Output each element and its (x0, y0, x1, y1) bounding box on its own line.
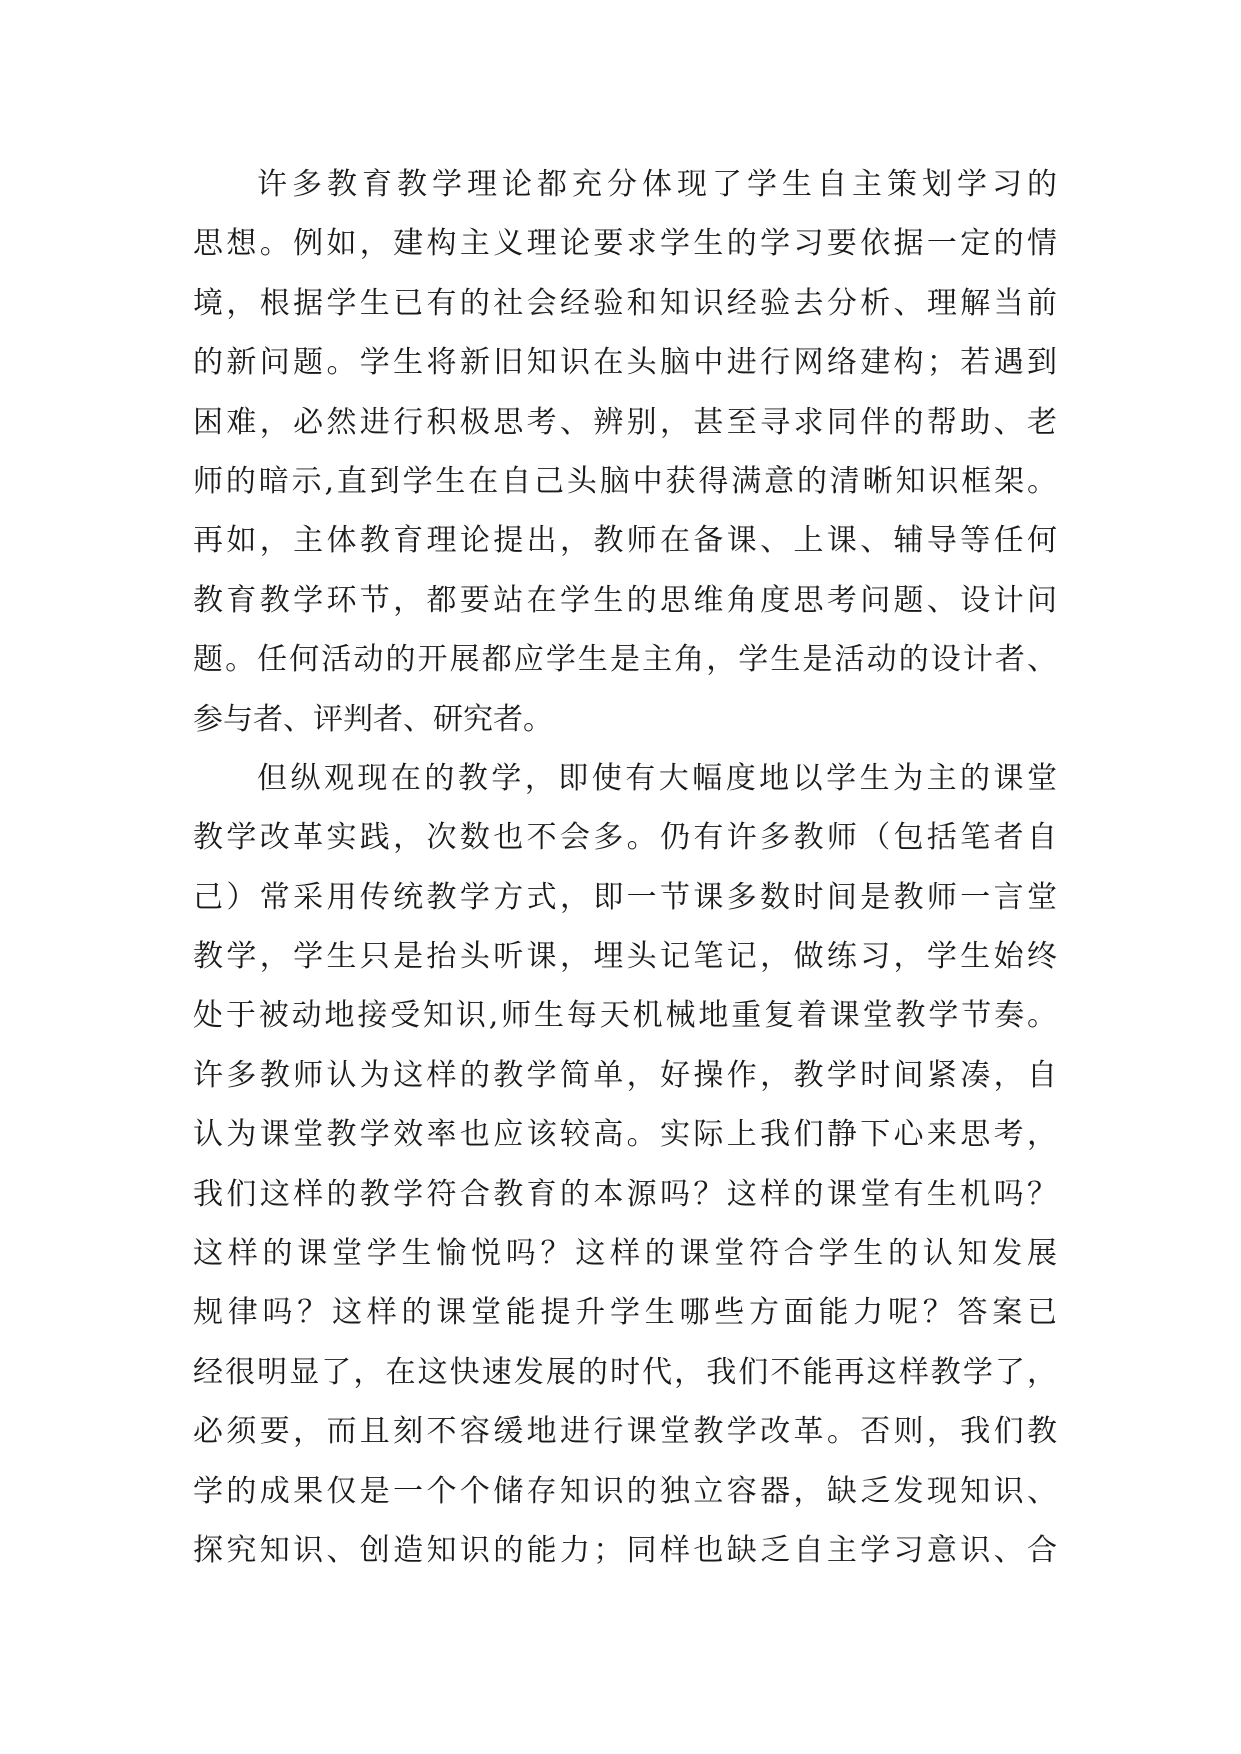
paragraph-line: 规律吗？这样的课堂能提升学生哪些方面能力呢？答案已 (193, 1295, 1057, 1331)
paragraph-2 (193, 749, 1057, 1580)
paragraph-1 (193, 155, 1057, 749)
paragraph-line: 这样的课堂学生愉悦吗？这样的课堂符合学生的认知发展 (193, 1236, 1057, 1272)
paragraph-line: 思想。例如，建构主义理论要求学生的学习要依据一定的情 (193, 226, 1057, 262)
paragraph-line: 己）常采用传统教学方式，即一节课多数时间是教师一言堂 (193, 879, 1057, 915)
paragraph-line: 教学改革实践，次数也不会多。仍有许多教师（包括笔者自 (193, 820, 1057, 856)
paragraph-line: 教育教学环节，都要站在学生的思维角度思考问题、设计问 (193, 582, 1057, 618)
paragraph-line: 的新问题。学生将新旧知识在头脑中进行网络建构；若遇到 (193, 345, 1057, 381)
paragraph-line: 境，根据学生已有的社会经验和知识经验去分析、理解当前 (193, 285, 1057, 321)
paragraph-line: 教学，学生只是抬头听课，埋头记笔记，做练习，学生始终 (193, 939, 1057, 975)
paragraph-line: 再如，主体教育理论提出，教师在备课、上课、辅导等任何 (193, 523, 1057, 559)
paragraph-line: 处于被动地接受知识,师生每天机械地重复着课堂教学节奏。 (193, 998, 1057, 1034)
paragraph-line: 参与者、评判者、研究者。 (193, 701, 553, 737)
paragraph-line: 学的成果仅是一个个储存知识的独立容器，缺乏发现知识、 (193, 1473, 1057, 1509)
paragraph-line: 我们这样的教学符合教育的本源吗？这样的课堂有生机吗？ (193, 1176, 1057, 1212)
paragraph-line: 师的暗示,直到学生在自己头脑中获得满意的清晰知识框架。 (193, 463, 1057, 499)
body-text (193, 155, 1057, 1580)
paragraph-line: 但纵观现在的教学，即使有大幅度地以学生为主的课堂 (257, 760, 1057, 796)
paragraph-line: 经很明显了，在这快速发展的时代，我们不能再这样教学了， (193, 1354, 1057, 1390)
paragraph-line: 探究知识、创造知识的能力；同样也缺乏自主学习意识、合 (193, 1532, 1057, 1568)
paragraph-line: 许多教育教学理论都充分体现了学生自主策划学习的 (257, 167, 1057, 202)
paragraph-line: 题。任何活动的开展都应学生是主角，学生是活动的设计者、 (193, 642, 1057, 678)
paragraph-line: 许多教师认为这样的教学简单，好操作，教学时间紧凑，自 (193, 1057, 1057, 1093)
paragraph-line: 必须要，而且刻不容缓地进行课堂教学改革。否则，我们教 (193, 1414, 1057, 1450)
paragraph-line: 认为课堂教学效率也应该较高。实际上我们静下心来思考， (193, 1117, 1057, 1153)
paragraph-line: 困难，必然进行积极思考、辨别，甚至寻求同伴的帮助、老 (193, 404, 1057, 440)
